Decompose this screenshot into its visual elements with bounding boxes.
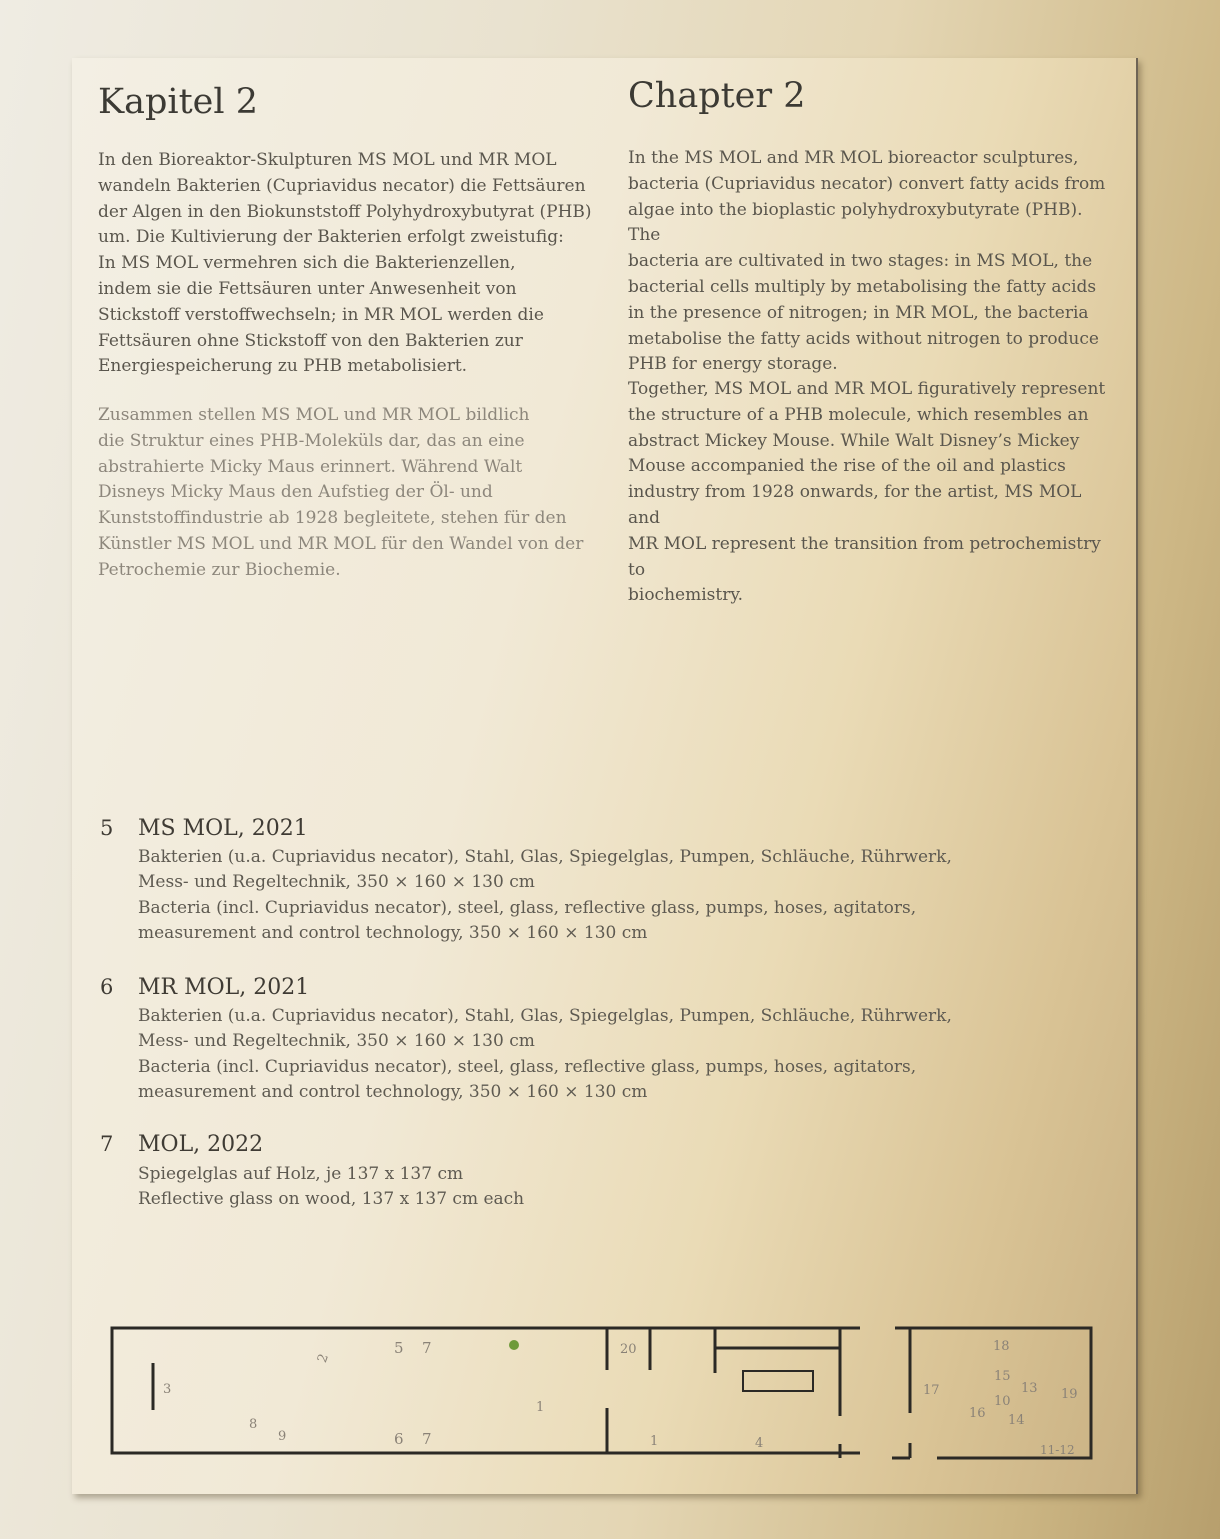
work-detail-line: Bakterien (u.a. Cupriavidus necator), Stahl, Glas, Spiegelglas, Pumpen, Schläuche, Rührwerk, [138,847,952,867]
text-line: In the MS MOL and MR MOL bioreactor sculptures, [628,148,1079,168]
text-line: Disneys Micky Maus den Aufstieg der Öl- und [98,482,493,503]
work-detail-line: Reflective glass on wood, 137 x 137 cm each [138,1189,525,1209]
text-line: bacteria are cultivated in two stages: in MS MOL, the [628,251,1093,272]
work-title: MS MOL, 2021 [138,816,308,841]
text-line: abstrahierte Micky Maus erinnert. Während Walt [98,456,523,477]
german-heading: Kapitel 2 [98,82,258,122]
work-detail-line: measurement and control technology, 350 × 160 × 130 cm [138,923,648,943]
text-line: der Algen in den Biokunststoff Polyhydroxybutyrat (PHB) [98,201,592,222]
text-line: metabolise the fatty acids without nitrogen to produce [628,328,1099,349]
plan-label: 13 [1021,1381,1038,1396]
text-line: in the presence of nitrogen; in MR MOL, the bacteria [628,302,1089,323]
work-number: 5 [100,816,114,840]
text-line: Petrochemie zur Biochemie. [98,559,341,580]
plan-label: 20 [620,1342,637,1357]
text-line: In den Bioreaktor-Skulpturen MS MOL und MR MOL [98,150,557,170]
text-line: Stickstoff verstoffwechseln; in MR MOL werden die [98,304,544,325]
work-title: MOL, 2022 [138,1132,264,1157]
plan-label: 1 [536,1400,545,1415]
plan-label: 7 [422,1339,432,1357]
work-detail-line: Bacteria (incl. Cupriavidus necator), steel, glass, reflective glass, pumps, hoses, agitators, [138,898,917,918]
text-line: indem sie die Fettsäuren unter Anwesenheit von [98,278,517,299]
text-line: Energiespeicherung zu PHB metabolisiert. [98,356,468,377]
you-are-here-dot [509,1340,519,1350]
work-number: 7 [100,1132,114,1156]
plan-label: 10 [994,1394,1011,1409]
english-heading: Chapter 2 [628,76,806,116]
text-line: MR MOL represent the transition from petrochemistry to [628,533,1101,580]
text-line: wandeln Bakterien (Cupriavidus necator) die Fettsäuren [98,175,586,196]
text-line: Künstler MS MOL und MR MOL für den Wandel von der [98,533,584,554]
plan-label: 4 [755,1436,764,1451]
plan-label: 2 [314,1351,332,1365]
plan-label: 15 [994,1369,1011,1384]
text-line: Fettsäuren ohne Stickstoff von den Bakterien zur [98,330,523,351]
work-detail-line: Bakterien (u.a. Cupriavidus necator), Stahl, Glas, Spiegelglas, Pumpen, Schläuche, Rührwerk, [138,1006,952,1026]
plan-label: 9 [278,1429,287,1444]
text-line: biochemistry. [628,585,744,606]
work-title: MR MOL, 2021 [138,975,310,1000]
plan-label: 14 [1008,1413,1025,1428]
plan-label: 1 [650,1434,659,1449]
plan-label: 8 [249,1417,258,1432]
info-panel [72,58,1138,1494]
text-line: In MS MOL vermehren sich die Bakterienzellen, [98,253,516,274]
text-line: industry from 1928 onwards, for the artist, MS MOL and [628,482,1082,528]
plan-label: 6 [394,1430,404,1448]
text-line: Zusammen stellen MS MOL und MR MOL bildlich [98,405,530,425]
floor-plan [72,58,1136,1494]
text-line: um. Die Kultivierung der Bakterien erfolgt zweistufig: [98,227,564,248]
work-detail-line: Bacteria (incl. Cupriavidus necator), steel, glass, reflective glass, pumps, hoses, agitators, [138,1057,917,1077]
plan-label: 3 [163,1382,172,1397]
text-line: bacteria (Cupriavidus necator) convert fatty acids from [628,173,1106,194]
work-detail-line: Mess- und Regeltechnik, 350 × 160 × 130 cm [138,872,535,892]
work-detail-line: Mess- und Regeltechnik, 350 × 160 × 130 cm [138,1031,535,1051]
text-line: die Struktur eines PHB-Moleküls dar, das an eine [98,430,525,451]
work-detail-line: measurement and control technology, 350 × 160 × 130 cm [138,1082,648,1102]
plan-label: 7 [422,1430,432,1448]
plan-label: 18 [993,1339,1010,1354]
text-line: PHB for energy storage. [628,354,838,375]
plan-label: 19 [1061,1387,1078,1402]
text-line: algae into the bioplastic polyhydroxybutyrate (PHB). The [628,199,1083,246]
text-line: Together, MS MOL and MR MOL figuratively represent [628,379,1106,399]
plan-label: 17 [923,1383,940,1398]
plan-label: 5 [394,1339,404,1357]
plan-label: 16 [969,1406,986,1421]
text-line: abstract Mickey Mouse. While Walt Disney’s Mickey [628,430,1080,451]
work-number: 6 [100,975,114,999]
text-line: Kunststoffindustrie ab 1928 begleitete, stehen für den [98,508,567,529]
plan-label: 11-12 [1040,1443,1075,1457]
work-detail-line: Spiegelglas auf Holz, je 137 x 137 cm [138,1164,464,1184]
text-line: bacterial cells multiply by metabolising the fatty acids [628,276,1097,297]
plan-bench [743,1371,813,1391]
text-line: Mouse accompanied the rise of the oil and plastics [628,456,1066,477]
text-line: the structure of a PHB molecule, which resembles an [628,404,1089,425]
